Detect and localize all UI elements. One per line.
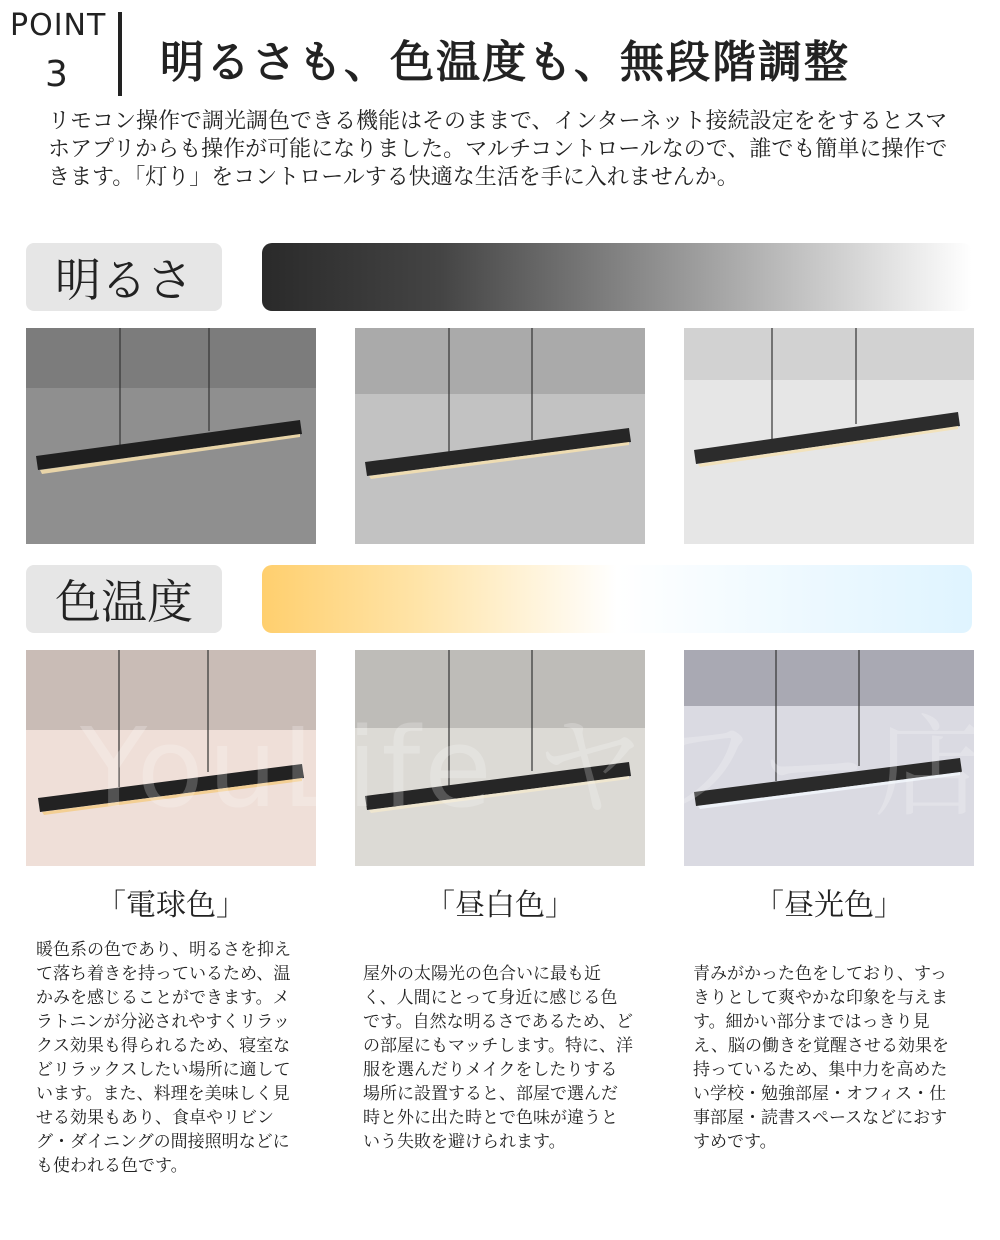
header-divider <box>118 12 122 96</box>
brightness-photo-medium <box>355 328 645 544</box>
neutral-white-caption: 「昼白色」 <box>425 888 575 923</box>
warm-white-caption: 「電球色」 <box>96 888 246 923</box>
point-label: POINT <box>10 8 107 43</box>
brightness-label: 明るさ <box>55 253 193 307</box>
daylight-caption: 「昼光色」 <box>754 888 904 923</box>
point-number: 3 <box>45 54 68 95</box>
neutral-white-description: 屋外の太陽光の色合いに最も近く、人間にとって身近に感じる色です。自然な明るさであるため、どの部屋にもマッチします。特に、洋服を選んだりメイクをしたりする場所に設置すると、部屋で選んだ時と外に出た時とで色味が違うという失敗を避けられます。 <box>363 964 633 1152</box>
brightness-photo-bright <box>684 328 974 544</box>
brightness-gradient-bar <box>262 243 972 311</box>
color-temperature-gradient-bar <box>262 565 972 633</box>
daylight-description: 青みがかった色をしており、すっきりとして爽やかな印象を与えます。細かい部分まではっきり見え、脳の働きを覚醒させる効果を持っているため、集中力を高めたい学校・勉強部屋・オフィス・仕事部屋・読書スペースなどにおすすめです。 <box>693 964 950 1152</box>
color-temperature-label: 色温度 <box>55 575 193 629</box>
brightness-photo-dim <box>26 328 316 544</box>
intro-paragraph: リモコン操作で調光調色できる機能はそのままで、インターネット接続設定ををするとスマホアプリからも操作が可能になりました。マルチコントロールなので、誰でも簡単に操作できます。「灯り」をコントロールする快適な生活を手に入れませんか。 <box>48 109 948 190</box>
watermark: YouLife ヤフー店 <box>80 704 988 832</box>
warm-white-description: 暖色系の色であり、明るさを抑えて落ち着きを持っているため、温かみを感じることができます。メラトニンが分泌されやすくリラックス効果も得られるため、寝室などリラックスしたい場所に適しています。また、料理を美味しく見せる効果もあり、食卓やリビング・ダイニングの間接照明などにも使われる色です。 <box>36 940 291 1176</box>
brightness-label-box <box>26 243 222 311</box>
color-temperature-label-box <box>26 565 222 633</box>
page-title: 明るさも、色温度も、無段階調整 <box>160 37 850 88</box>
